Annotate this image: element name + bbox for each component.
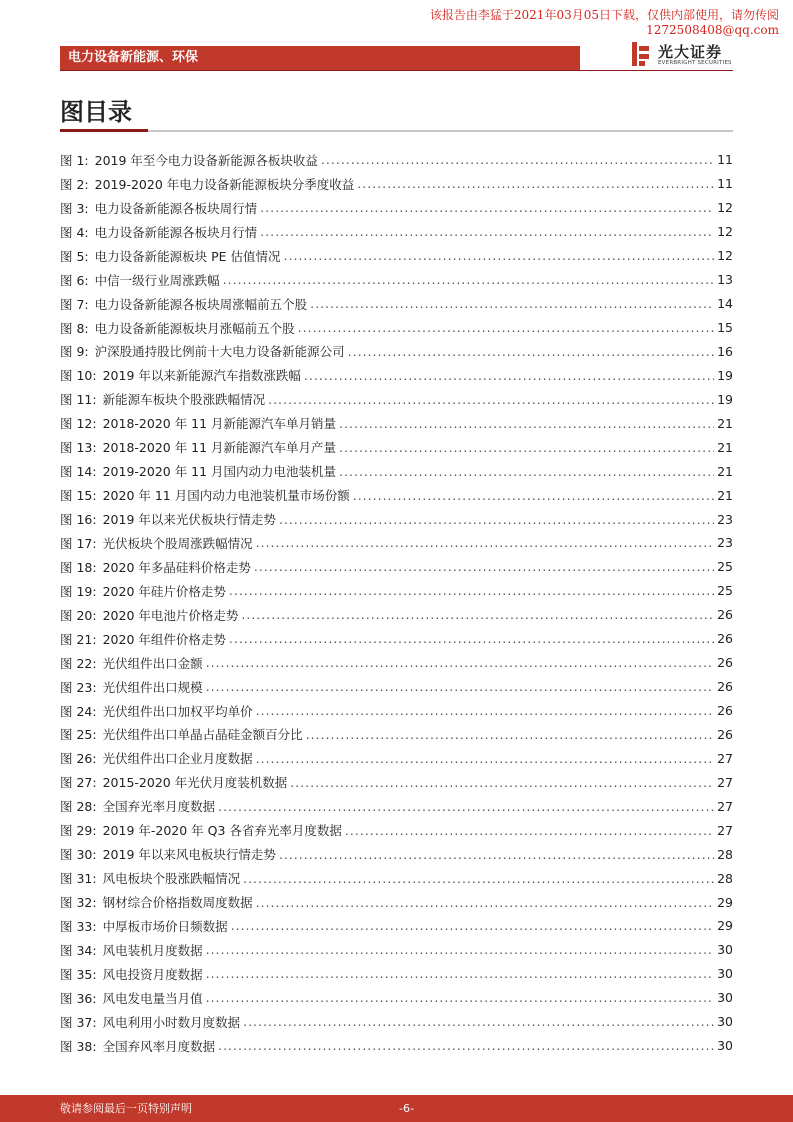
figure-page-number: 12 [717,248,733,264]
figure-title: 中信一级行业周涨跌幅 [94,272,220,288]
download-watermark [430,8,779,38]
figure-title: 2019 年以来新能源汽车指数涨跌幅 [102,368,301,384]
section-tag: 电力设备新能源、环保 [60,46,580,70]
figure-title: 风电利用小时数月度数据 [102,1014,241,1030]
figure-number: 图 34: [60,942,97,958]
figure-title: 光伏组件出口企业月度数据 [102,751,253,767]
dot-leader [348,344,714,359]
figure-page-number: 30 [717,1038,733,1054]
figure-page-number: 14 [717,296,733,312]
dot-leader [256,895,714,910]
dot-leader [206,990,714,1005]
figure-title: 电力设备新能源板块月涨幅前五个股 [94,320,295,336]
figure-page-number: 19 [717,391,733,407]
figure-number: 图 11: [60,392,97,408]
figure-number: 图 14: [60,464,97,480]
figure-title: 2020 年组件价格走势 [102,631,226,647]
figure-number: 图 8: [60,320,89,336]
figure-page-number: 27 [717,774,733,790]
figure-page-number: 26 [717,703,733,719]
figure-page-number: 13 [717,272,733,288]
dot-leader [229,631,714,646]
figure-list-item[interactable] [60,531,733,555]
figure-list-item[interactable] [60,842,733,866]
figure-number: 图 10: [60,368,97,384]
watermark-line-2: 1272508408@qq.com [646,23,779,37]
figure-title: 2020 年多晶硅料价格走势 [102,559,251,575]
figure-page-number: 23 [717,535,733,551]
figure-page-number: 21 [717,487,733,503]
figure-page-number: 26 [717,631,733,647]
figure-list-item[interactable] [60,675,733,699]
dot-leader [256,751,714,766]
figure-list-item[interactable] [60,411,733,435]
figure-number: 图 4: [60,224,89,240]
dot-leader [290,775,714,790]
figure-page-number: 30 [717,1014,733,1030]
figure-number: 图 7: [60,296,89,312]
figure-page-number: 26 [717,607,733,623]
figure-number: 图 31: [60,871,97,887]
figure-title: 钢材综合价格指数周度数据 [102,895,253,911]
figure-title: 电力设备新能源各板块周涨幅前五个股 [94,296,308,312]
dot-leader [206,966,714,981]
figure-page-number: 25 [717,559,733,575]
figure-title: 风电板块个股涨跌幅情况 [102,871,241,887]
figure-title: 电力设备新能源各板块周行情 [94,200,258,216]
figure-title: 光伏组件出口金额 [102,655,203,671]
figure-title: 2019 年以来光伏板块行情走势 [102,512,276,528]
figure-list-item[interactable] [60,699,733,723]
figure-number: 图 32: [60,895,97,911]
figure-page-number: 29 [717,918,733,934]
figure-title: 光伏板块个股周涨跌幅情况 [102,535,253,551]
logo-name-cn: 光大证券 [658,43,723,61]
figure-list-item[interactable] [60,866,733,890]
dot-leader [260,224,714,239]
figure-list-item[interactable] [60,555,733,579]
figure-title: 2019 年-2020 年 Q3 各省弃光率月度数据 [102,823,342,839]
dot-leader [339,416,714,431]
figure-list-item[interactable] [60,196,733,220]
dot-leader [339,464,714,479]
figure-list-item[interactable] [60,986,733,1010]
figure-list-item[interactable] [60,890,733,914]
figure-list-item[interactable] [60,579,733,603]
dot-leader [279,847,714,862]
figure-number: 图 19: [60,583,97,599]
figure-title: 2019-2020 年 11 月国内动力电池装机量 [102,464,337,480]
dot-leader [284,248,715,263]
dot-leader [345,823,714,838]
figure-number: 图 27: [60,775,97,791]
figure-number: 图 13: [60,440,97,456]
dot-leader [206,655,714,670]
figure-page-number: 26 [717,726,733,742]
figure-title: 光伏组件出口加权平均单价 [102,703,253,719]
figure-page-number: 30 [717,966,733,982]
figure-list-item[interactable] [60,268,733,292]
figure-title: 全国弃风率月度数据 [102,1038,216,1054]
figure-page-number: 21 [717,415,733,431]
dot-leader [206,679,714,694]
figure-page-number: 21 [717,439,733,455]
figure-list-item[interactable] [60,292,733,316]
figure-list-item[interactable] [60,387,733,411]
figure-number: 图 15: [60,488,97,504]
title-divider-accent [60,129,148,132]
figure-title: 光伏组件出口规模 [102,679,203,695]
figure-list-item[interactable] [60,962,733,986]
dot-leader [321,152,714,167]
figure-title: 电力设备新能源各板块月行情 [94,224,258,240]
figure-page-number: 30 [717,942,733,958]
figure-number: 图 30: [60,847,97,863]
figure-title: 全国弃光率月度数据 [102,799,216,815]
figure-page-number: 28 [717,870,733,886]
figure-list-item[interactable] [60,148,733,172]
figure-number: 图 17: [60,535,97,551]
watermark-line-1: 该报告由李猛于2021年03月05日下载，仅供内部使用，请勿传阅 [429,8,779,22]
figure-list-item[interactable] [60,507,733,531]
figure-number: 图 23: [60,679,97,695]
figure-number: 图 9: [60,344,89,360]
dot-leader [218,799,714,814]
figure-page-number: 21 [717,463,733,479]
figure-title: 2019 年至今电力设备新能源各板块收益 [94,152,318,168]
figure-number: 图 18: [60,559,97,575]
dot-leader [310,296,714,311]
figure-page-number: 19 [717,367,733,383]
figure-page-number: 11 [717,176,733,192]
dot-leader [268,392,714,407]
figure-page-number: 12 [717,200,733,216]
dot-leader [353,488,714,503]
figure-number: 图 16: [60,512,97,528]
figure-page-number: 28 [717,846,733,862]
figure-title: 风电发电量当月值 [102,990,203,1006]
page-title: 图目录 [60,98,132,126]
figure-list-item[interactable] [60,435,733,459]
figure-title: 风电投资月度数据 [102,966,203,982]
figure-title: 2019 年以来风电板块行情走势 [102,847,276,863]
dot-leader [279,512,714,527]
figure-title: 2020 年 11 月国内动力电池装机量市场份额 [102,488,350,504]
figure-number: 图 29: [60,823,97,839]
figure-number: 图 20: [60,607,97,623]
figure-number: 图 33: [60,918,97,934]
figure-list-item[interactable] [60,244,733,268]
figure-list-item[interactable] [60,794,733,818]
dot-leader [260,200,714,215]
figure-number: 图 22: [60,655,97,671]
figure-page-number: 27 [717,750,733,766]
dot-leader [243,871,714,886]
figure-number: 图 1: [60,152,89,168]
figure-list-item[interactable] [60,459,733,483]
figure-list-item[interactable] [60,651,733,675]
figure-number: 图 36: [60,990,97,1006]
disclaimer-note: 敬请参阅最后一页特别声明 [60,1102,192,1115]
dot-leader [241,607,714,622]
dot-leader [306,727,714,742]
figure-list [60,148,733,1058]
figure-page-number: 23 [717,511,733,527]
figure-title: 2019-2020 年电力设备新能源板块分季度收益 [94,176,355,192]
figure-title: 2020 年电池片价格走势 [102,607,239,623]
dot-leader [357,176,714,191]
figure-list-item[interactable] [60,172,733,196]
dot-leader [256,703,714,718]
figure-number: 图 38: [60,1038,97,1054]
figure-page-number: 30 [717,990,733,1006]
figure-number: 图 2: [60,176,89,192]
figure-page-number: 27 [717,798,733,814]
dot-leader [256,535,714,550]
figure-list-item[interactable] [60,483,733,507]
dot-leader [243,1014,714,1029]
figure-page-number: 29 [717,894,733,910]
figure-page-number: 26 [717,655,733,671]
figure-list-item[interactable] [60,1034,733,1058]
dot-leader [229,583,714,598]
figure-list-item[interactable] [60,220,733,244]
title-divider [60,130,733,132]
dot-leader [298,320,714,335]
figure-page-number: 16 [717,343,733,359]
figure-number: 图 37: [60,1014,97,1030]
figure-list-item[interactable] [60,340,733,364]
figure-title: 沪深股通持股比例前十大电力设备新能源公司 [94,344,345,360]
figure-list-item[interactable] [60,1010,733,1034]
figure-number: 图 12: [60,416,97,432]
figure-title: 2015-2020 年光伏月度装机数据 [102,775,288,791]
figure-number: 图 25: [60,727,97,743]
figure-page-number: 25 [717,583,733,599]
figure-title: 光伏组件出口单晶占晶硅金额百分比 [102,727,303,743]
dot-leader [231,918,714,933]
logo-name-en: EVERBRIGHT SECURITIES [658,60,732,66]
figure-number: 图 21: [60,631,97,647]
dot-leader [223,272,714,287]
figure-number: 图 5: [60,248,89,264]
figure-list-item[interactable] [60,938,733,962]
dot-leader [304,368,714,383]
figure-page-number: 15 [717,320,733,336]
figure-list-item[interactable] [60,627,733,651]
everbright-logo-icon [630,40,652,68]
figure-title: 中厚板市场价日频数据 [102,918,228,934]
figure-title: 2018-2020 年 11 月新能源汽车单月产量 [102,440,337,456]
figure-number: 图 28: [60,799,97,815]
figure-page-number: 27 [717,822,733,838]
figure-number: 图 24: [60,703,97,719]
figure-list-item[interactable] [60,316,733,340]
figure-page-number: 11 [717,152,733,168]
dot-leader [218,1038,714,1053]
dot-leader [206,942,714,957]
dot-leader [339,440,714,455]
page-number: -6- [399,1102,414,1115]
figure-list-item[interactable] [60,914,733,938]
figure-number: 图 3: [60,200,89,216]
figure-title: 风电装机月度数据 [102,942,203,958]
figure-number: 图 35: [60,966,97,982]
figure-title: 2020 年硅片价格走势 [102,583,226,599]
dot-leader [254,559,714,574]
figure-number: 图 6: [60,272,89,288]
page-footer [0,1095,793,1122]
figure-list-item[interactable] [60,818,733,842]
header-divider [60,70,733,71]
figure-list-item[interactable] [60,363,733,387]
figure-page-number: 26 [717,679,733,695]
figure-title: 电力设备新能源板块 PE 估值情况 [94,248,281,264]
figure-number: 图 26: [60,751,97,767]
figure-list-item[interactable] [60,723,733,747]
everbright-logo [630,40,740,70]
figure-list-item[interactable] [60,603,733,627]
figure-title: 2018-2020 年 11 月新能源汽车单月销量 [102,416,337,432]
figure-page-number: 12 [717,224,733,240]
figure-title: 新能源车板块个股涨跌幅情况 [102,392,266,408]
figure-list-item[interactable] [60,746,733,770]
figure-list-item[interactable] [60,770,733,794]
